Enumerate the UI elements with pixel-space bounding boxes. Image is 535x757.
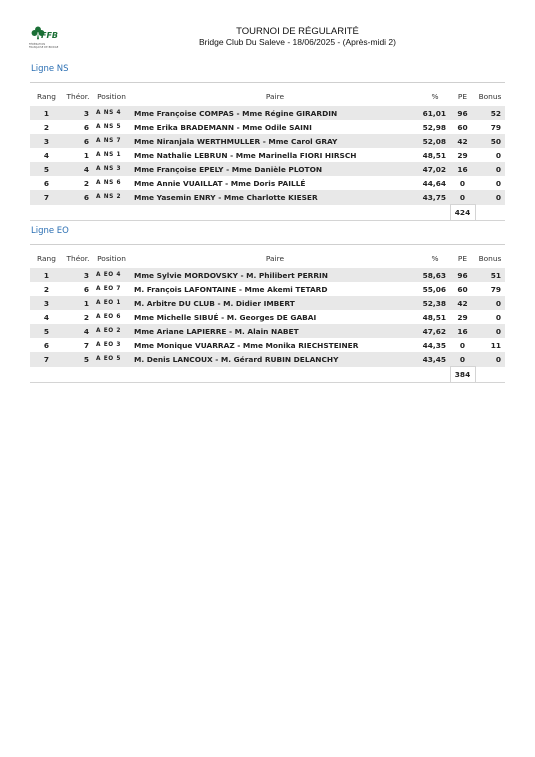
cell-bonus: 0 xyxy=(495,312,501,322)
cell-pct: 47,62 xyxy=(420,324,450,338)
table-row xyxy=(30,134,505,148)
cell-pe: 60 xyxy=(457,284,468,294)
cell-pct: 52,98 xyxy=(422,122,446,132)
cell-pe: 42 xyxy=(450,296,475,310)
cell-bonus: 0 xyxy=(495,150,501,160)
col-position: Position xyxy=(97,91,126,101)
cell-theor: 1 xyxy=(83,150,89,160)
table-row xyxy=(30,324,505,338)
tournament-title: TOURNOI DE RÉGULARITÉ xyxy=(236,26,359,37)
cell-pe: 29 xyxy=(457,150,468,160)
cell-bonus: 0 xyxy=(475,162,505,176)
table-row xyxy=(30,190,505,205)
cell-rang: 4 xyxy=(43,312,50,322)
table-row xyxy=(30,268,505,282)
cell-rang: 7 xyxy=(30,352,63,367)
cell-theor: 6 xyxy=(63,190,93,205)
cell-rang: 7 xyxy=(30,190,63,205)
cell-paire: Mme Annie VUAILLAT - Mme Doris PAILLÉ xyxy=(134,178,306,188)
cell-pe: 0 xyxy=(450,352,475,367)
cell-pct: 43,75 xyxy=(420,190,450,205)
cell-paire: M. Denis LANCOUX - M. Gérard RUBIN DELANCHY xyxy=(130,352,420,367)
col-paire: Paire xyxy=(265,253,285,263)
logo-mark: FFB xyxy=(41,31,59,40)
cell-paire: Mme Yasemin ENRY - Mme Charlotte KIESER xyxy=(130,190,420,205)
cell-theor: 6 xyxy=(83,284,89,294)
cell-paire: M. François LAFONTAINE - Mme Akemi TETARD xyxy=(134,284,328,294)
cell-bonus: 0 xyxy=(495,178,501,188)
cell-theor: 5 xyxy=(63,352,93,367)
col-position: Position xyxy=(97,253,126,263)
cell-theor: 3 xyxy=(63,106,93,120)
cell-pe: 96 xyxy=(450,106,475,120)
cell-position: A NS 5 xyxy=(96,124,122,130)
cell-position: A EO 3 xyxy=(96,342,122,348)
col-pct: % xyxy=(431,91,439,101)
cell-pct: 47,02 xyxy=(420,162,450,176)
cell-position: A EO 7 xyxy=(96,286,122,292)
total-row xyxy=(30,205,505,221)
table-row xyxy=(30,338,505,352)
cell-paire: M. Arbitre DU CLUB - M. Didier IMBERT xyxy=(130,296,420,310)
col-bonus: Bonus xyxy=(478,253,502,263)
table-row xyxy=(30,106,505,120)
cell-theor: 1 xyxy=(63,296,93,310)
cell-rang: 2 xyxy=(43,122,50,132)
cell-paire: Mme Françoise EPELY - Mme Danièle PLOTON xyxy=(130,162,420,176)
cell-position: A NS 1 xyxy=(96,152,122,158)
cell-pe: 96 xyxy=(450,268,475,282)
cell-paire: Mme Françoise COMPAS - Mme Régine GIRARDIN xyxy=(130,106,420,120)
cell-rang: 6 xyxy=(43,178,50,188)
table-row xyxy=(30,296,505,310)
cell-paire: Mme Ariane LAPIERRE - M. Alain NABET xyxy=(130,324,420,338)
col-rang: Rang xyxy=(37,253,56,263)
cell-rang: 2 xyxy=(43,284,50,294)
col-paire: Paire xyxy=(265,91,285,101)
section-divider-eo xyxy=(30,244,505,245)
cell-rang: 1 xyxy=(30,268,63,282)
table-header-row xyxy=(30,248,505,268)
cell-theor: 6 xyxy=(63,134,93,148)
cell-pct: 55,06 xyxy=(422,284,446,294)
total-pe: 424 xyxy=(450,205,475,221)
cell-pct: 48,51 xyxy=(422,312,446,322)
cell-paire: Mme Nathalie LEBRUN - Mme Marinella FIORI HIRSCH xyxy=(134,150,357,160)
cell-position: A NS 6 xyxy=(96,180,122,186)
cell-theor: 2 xyxy=(83,312,89,322)
cell-position: A EO 5 xyxy=(93,352,130,367)
cell-position: A EO 2 xyxy=(93,324,130,338)
cell-rang: 3 xyxy=(30,134,63,148)
col-theor: Théor. xyxy=(66,253,90,263)
cell-pct: 44,35 xyxy=(422,340,446,350)
cell-position: A NS 2 xyxy=(93,190,130,205)
cell-bonus: 0 xyxy=(475,190,505,205)
tournament-subtitle: Bridge Club Du Saleve - 18/06/2025 - (Après-midi 2) xyxy=(198,37,396,47)
section-title-ns: Ligne NS xyxy=(31,64,69,74)
cell-bonus: 11 xyxy=(490,340,501,350)
cell-rang: 1 xyxy=(30,106,63,120)
col-theor: Théor. xyxy=(66,91,90,101)
cell-position: A EO 6 xyxy=(96,314,122,320)
total-pe: 384 xyxy=(450,367,475,383)
cell-paire: Mme Michelle SIBUÉ - M. Georges DE GABAI xyxy=(134,312,317,322)
cell-rang: 3 xyxy=(30,296,63,310)
cell-bonus: 0 xyxy=(475,352,505,367)
cell-pe: 16 xyxy=(450,324,475,338)
cell-pct: 48,51 xyxy=(422,150,446,160)
cell-bonus: 79 xyxy=(490,122,501,132)
cell-pe: 0 xyxy=(459,340,466,350)
cell-theor: 3 xyxy=(63,268,93,282)
cell-bonus: 0 xyxy=(475,296,505,310)
total-row xyxy=(30,367,505,383)
cell-bonus: 0 xyxy=(475,324,505,338)
cell-bonus: 51 xyxy=(475,268,505,282)
cell-pe: 60 xyxy=(457,122,468,132)
cell-rang: 5 xyxy=(30,162,63,176)
cell-pe: 0 xyxy=(459,178,466,188)
page-header xyxy=(60,26,535,48)
table-row xyxy=(30,120,505,134)
logo-tagline: FÉDÉRATION FRANÇAISE DE BRIDGE xyxy=(29,43,59,49)
col-rang: Rang xyxy=(37,91,56,101)
results-table-eo xyxy=(30,248,505,383)
col-bonus: Bonus xyxy=(478,91,502,101)
cell-rang: 5 xyxy=(30,324,63,338)
cell-paire: Mme Niranjala WERTHMULLER - Mme Carol GRAY xyxy=(130,134,420,148)
cell-rang: 4 xyxy=(43,150,50,160)
cell-pe: 42 xyxy=(450,134,475,148)
cell-pct: 61,01 xyxy=(420,106,450,120)
cell-position: A NS 7 xyxy=(93,134,130,148)
cell-pct: 52,08 xyxy=(420,134,450,148)
ffb-logo xyxy=(29,26,59,56)
cell-pe: 0 xyxy=(450,190,475,205)
cell-theor: 2 xyxy=(83,178,89,188)
cell-paire: Mme Monique VUARRAZ - Mme Monika RIECHSTEINER xyxy=(134,340,359,350)
cell-rang: 6 xyxy=(43,340,50,350)
cell-pct: 52,38 xyxy=(420,296,450,310)
cell-bonus: 79 xyxy=(490,284,501,294)
cell-paire: Mme Erika BRADEMANN - Mme Odile SAINI xyxy=(134,122,312,132)
cell-pct: 58,63 xyxy=(420,268,450,282)
table-row xyxy=(30,176,505,190)
table-row xyxy=(30,352,505,367)
section-divider-ns xyxy=(30,82,505,83)
cell-pe: 16 xyxy=(450,162,475,176)
table-row xyxy=(30,148,505,162)
cell-bonus: 50 xyxy=(475,134,505,148)
cell-paire: Mme Sylvie MORDOVSKY - M. Philibert PERRIN xyxy=(130,268,420,282)
cell-theor: 4 xyxy=(63,324,93,338)
cell-bonus: 52 xyxy=(475,106,505,120)
cell-position: A NS 3 xyxy=(93,162,130,176)
table-row xyxy=(30,310,505,324)
cell-position: A EO 1 xyxy=(93,296,130,310)
cell-pct: 43,45 xyxy=(420,352,450,367)
table-row xyxy=(30,282,505,296)
table-row xyxy=(30,162,505,176)
cell-pct: 44,64 xyxy=(422,178,446,188)
cell-pe: 29 xyxy=(457,312,468,322)
cell-position: A NS 4 xyxy=(93,106,130,120)
section-title-eo: Ligne EO xyxy=(31,226,69,236)
col-pe: PE xyxy=(457,91,468,101)
col-pe: PE xyxy=(457,253,468,263)
cell-theor: 4 xyxy=(63,162,93,176)
cell-theor: 6 xyxy=(83,122,89,132)
cell-position: A EO 4 xyxy=(93,268,130,282)
table-header-row xyxy=(30,86,505,106)
col-pct: % xyxy=(431,253,439,263)
cell-theor: 7 xyxy=(83,340,89,350)
results-table-ns xyxy=(30,86,505,221)
